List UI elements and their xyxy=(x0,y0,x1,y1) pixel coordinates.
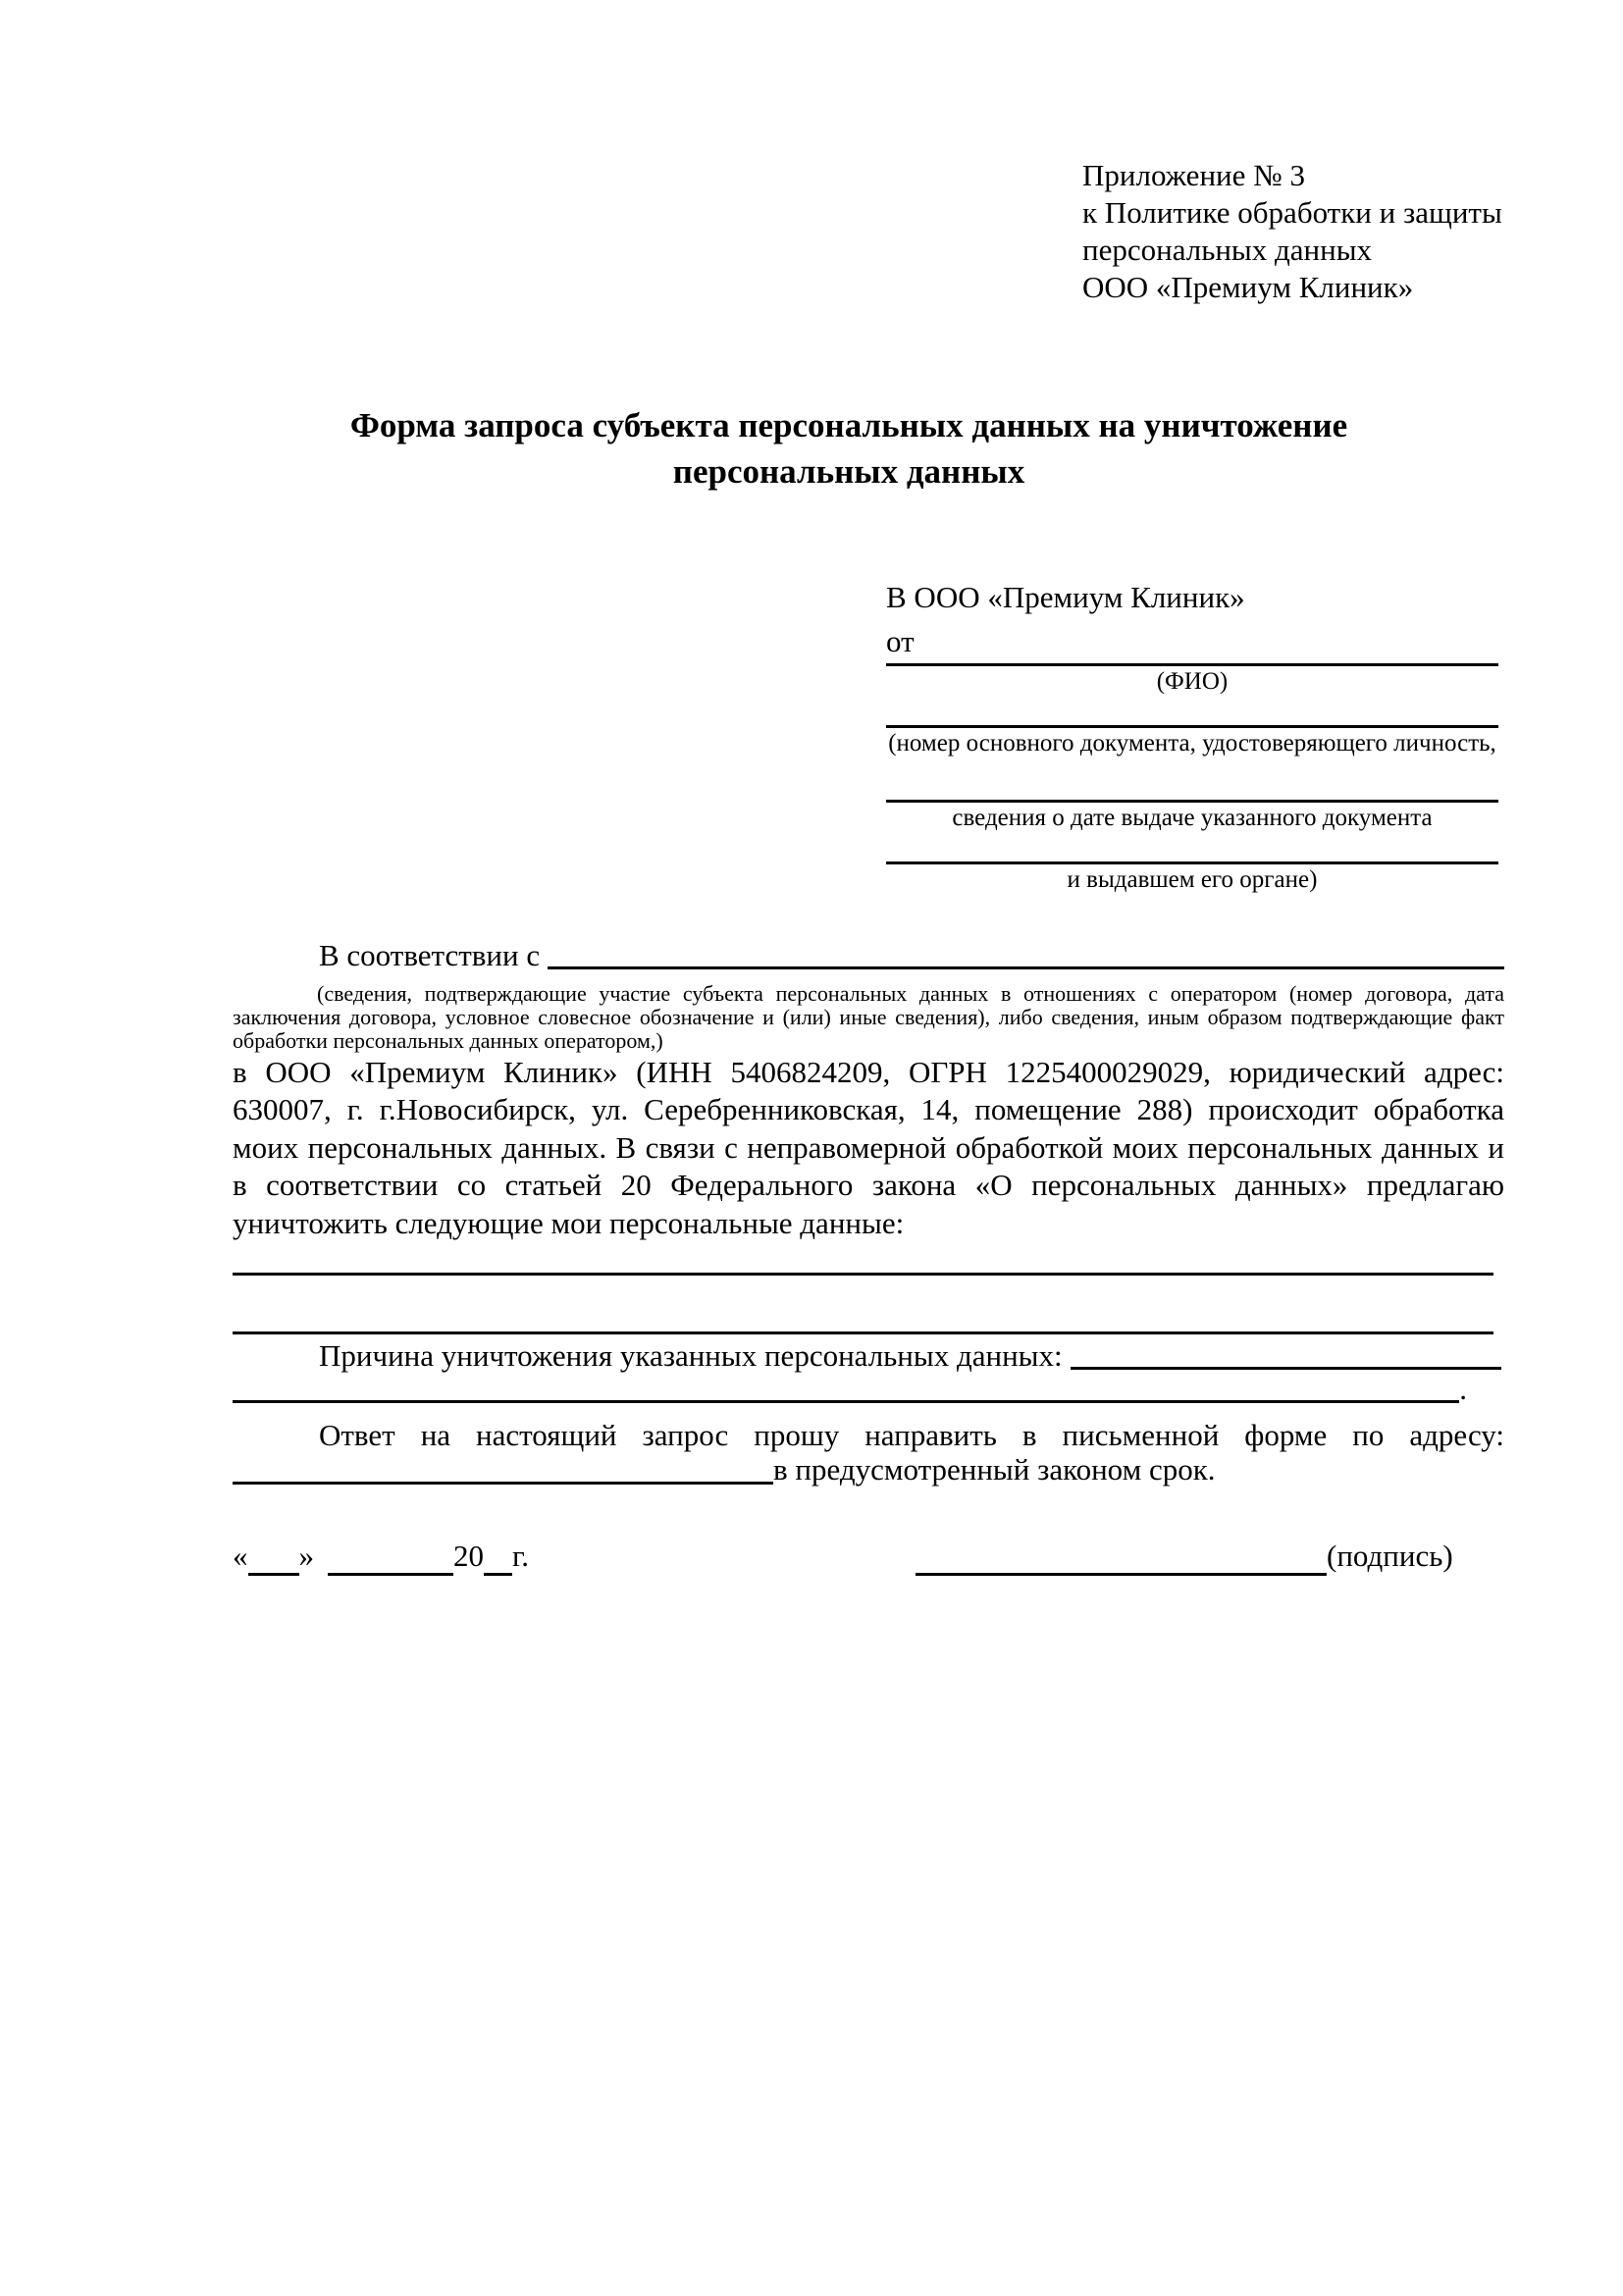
annex-line: персональных данных xyxy=(1082,233,1373,267)
year-blank-line xyxy=(484,1544,512,1576)
accordance-blank-line xyxy=(548,966,1504,969)
addressee-block xyxy=(886,575,1498,895)
document-title-line: персональных данных xyxy=(672,452,1025,491)
month-blank-line xyxy=(328,1544,453,1576)
fio-caption: (ФИО) xyxy=(1156,668,1229,695)
signature-caption: (подпись) xyxy=(1327,1539,1453,1573)
accordance-note: (сведения, подтверждающие участие субъекта персональных данных в отношениях с оператором (номер договора, дата заключения договора, условное словесное обозначение и (или) иные сведения), либо сведения, иным образом подтверждающие факт обработки персональных данных оператором,) xyxy=(233,981,1504,1053)
addressee-to: В ООО «Премиум Клиник» xyxy=(886,580,1245,614)
signature-field xyxy=(916,1537,1453,1576)
data-blank-line-1 xyxy=(233,1273,1493,1276)
reason-continuation-row xyxy=(233,1372,1467,1407)
signature-blank-line xyxy=(916,1544,1327,1576)
day-blank-line xyxy=(248,1544,299,1576)
answer-sentence: Ответ на настоящий запрос прошу направить в письменной форме по адресу: xyxy=(319,1418,1504,1452)
reason-row xyxy=(233,1338,1501,1374)
document-title-line: Форма запроса субъекта персональных данных на уничтожение xyxy=(349,406,1348,444)
annex-line: ООО «Премиум Клиник» xyxy=(1082,270,1414,304)
open-quote: « xyxy=(233,1539,248,1573)
year-suffix: г. xyxy=(512,1539,529,1573)
id-document-caption: (номер основного документа, удостоверяющего личность, xyxy=(888,730,1496,757)
document-title xyxy=(196,402,1501,495)
answer-tail: в предусмотренный законом срок. xyxy=(773,1452,1216,1487)
annex-line: к Политике обработки и защиты xyxy=(1082,195,1502,230)
accordance-row xyxy=(233,938,1504,973)
accordance-label: В соответствии с xyxy=(319,938,541,972)
issuing-authority-caption: и выдавшем его органе) xyxy=(1067,866,1318,893)
annex-reference-block xyxy=(1082,157,1502,306)
answer-continuation-row xyxy=(233,1452,1504,1487)
close-quote: » xyxy=(298,1539,314,1573)
date-signature-row xyxy=(233,1537,1501,1580)
addressee-from-label: от xyxy=(886,624,915,658)
issue-date-caption: сведения о дате выдаче указанного документа xyxy=(952,805,1433,831)
annex-line: Приложение № 3 xyxy=(1082,158,1305,192)
reason-blank-line xyxy=(1071,1367,1501,1370)
date-field xyxy=(233,1539,529,1573)
data-blank-line-2 xyxy=(233,1331,1493,1334)
sentence-period: . xyxy=(1459,1372,1467,1406)
main-paragraph: в ООО «Премиум Клиник» (ИНН 5406824209, ОГРН 1225400029029, юридический адрес: 630007, г. г.Новосибирск, ул. Серебренниковская, 14, помещение 288) происходит обработка моих персональных данных. В связи с неправомерной обработкой моих персональных данных и в соответствии со статьей 20 Федерального закона «О персональных данных» предлагаю уничтожить следующие мои персональные данные: xyxy=(233,1055,1504,1240)
address-blank-line xyxy=(233,1482,773,1485)
reason-label: Причина уничтожения указанных персональных данных: xyxy=(319,1338,1063,1373)
year-prefix: 20 xyxy=(453,1539,484,1573)
reason-blank-line-2 xyxy=(233,1400,1459,1403)
